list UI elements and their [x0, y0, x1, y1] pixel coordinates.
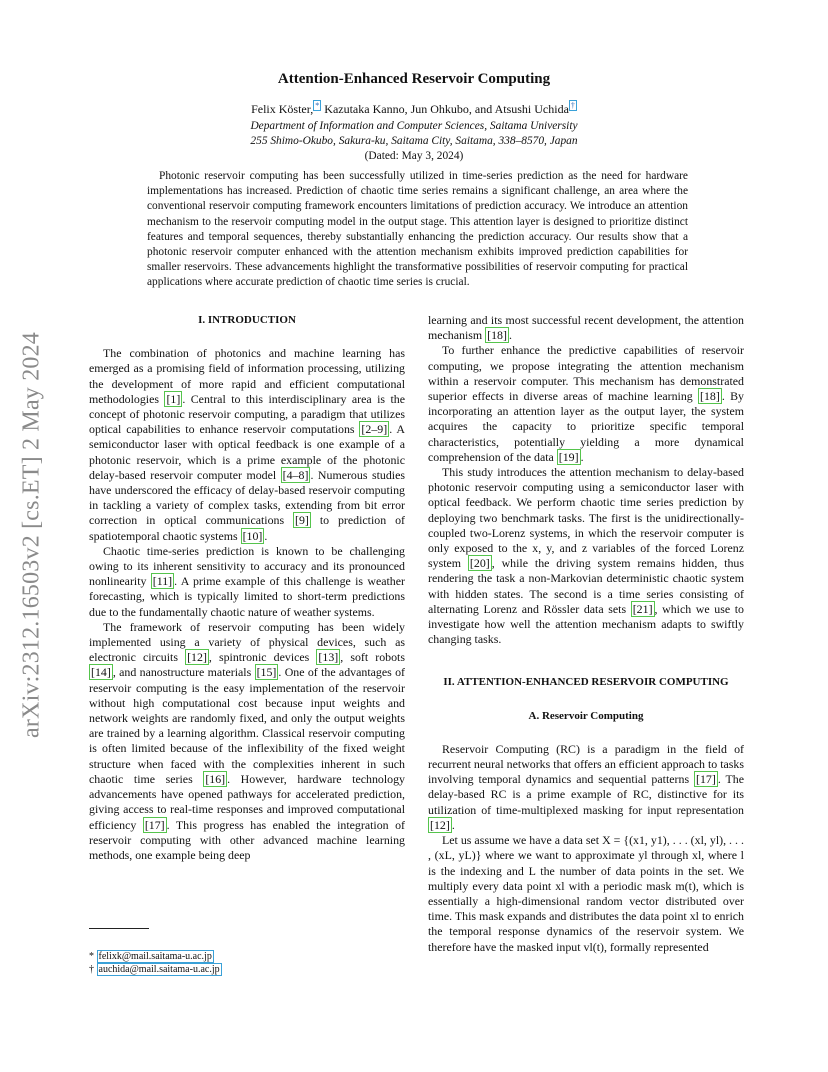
paragraph: learning and its most successful recent development, the attention mechanism [18] .: [428, 313, 744, 343]
citation-link[interactable]: [18]: [700, 389, 720, 404]
footnote-link[interactable]: †: [570, 101, 575, 110]
citation-link[interactable]: [18]: [487, 328, 507, 343]
right-column: [428, 313, 744, 955]
author-name: Felix Köster,: [251, 102, 314, 116]
citation-link[interactable]: [13]: [318, 650, 339, 665]
citation-link[interactable]: [2–9]: [361, 422, 388, 437]
citation-link[interactable]: [11]: [152, 574, 173, 589]
citation-link[interactable]: [21]: [632, 601, 653, 616]
paragraph: Reservoir Computing (RC) is a paradigm in the field of recurrent neural networks that offers an efficient approach to tasks involving temporal dynamics and sequential patterns [17] . The delay-based RC is a prime example of RC, distinctive for its utilization of time-multiplexed masking for input representation [12] .: [428, 741, 744, 832]
citation-link[interactable]: [17]: [144, 817, 165, 832]
left-column: [89, 313, 405, 863]
citation-link[interactable]: [12]: [430, 817, 450, 832]
arxiv-side-label: [8, 300, 56, 770]
citation-link[interactable]: [17]: [696, 772, 716, 787]
section-heading: II. ATTENTION-ENHANCED RESERVOIR COMPUTING: [443, 676, 729, 689]
author-names: Kazutaka Kanno, Jun Ohkubo, and Atsushi Uchida: [321, 102, 569, 116]
section-heading: I. INTRODUCTION: [198, 314, 296, 326]
paragraph: The framework of reservoir computing has been widely implemented using a variety of physical devices, such as electronic circuits [12] , spintronic devices [13] , soft robots [14] , and nanostructure materials [15] . One of the advantages of reservoir computing is the easy implementation of the reservoir without high computational cost because input weights and network weights are randomly fixed, and only the output weights are trained by a learning algorithm. Classical reservoir computing is often limited because of the inflexibility of the fixed weight structure when faced with the complexities inherent in such chaotic time series [16] . However, hardware technology advancements have opened pathways for accelerated prediction, giving access to real-time responses and improved computational efficiency [17] . This progress has enabled the integration of reservoir computing with other advanced machine learning methods, one example being deep: [89, 619, 405, 862]
arxiv-identifier: arXiv:2312.16503v2 [cs.ET] 2 May 2024: [18, 331, 45, 739]
citation-link[interactable]: [9]: [295, 513, 309, 528]
paragraph: The combination of photonics and machine learning has emerged as a promising field of information processing, utilizing the development of more rapid and efficient computational methodologies [1] . Central to this interdisciplinary area is the concept of photonic reservoir computing, a paradigm that utilizes optical capabilities to enhance reservoir computations [2–9] . A semiconductor laser with optical feedback is one example of a photonic reservoir, which is a prime example of the photonic delay-based reservoir computer model [4–8] . Numerous studies have underscored the efficacy of delay-based reservoir computing in tackling a variety of complex tasks, extending from bit error correction in optical communications [9] to prediction of spatiotemporal chaotic systems [10] .: [89, 346, 405, 543]
date-line: (Dated: May 3, 2024): [364, 150, 464, 162]
citation-link[interactable]: [4–8]: [282, 467, 309, 482]
paragraph: Let us assume we have a data set X = {(x1, y1), . . . (xl, yl), . . . , (xL, yL)} where we want to approximate yl through xl, where l is the indexing and L the number of data points in the set. We multiply every data point xl with a periodic mask m(t), which is essentially a high-dimensional random vector distributed over time. This mask expands and distributes the data point xl to enrich the temporal response dynamics of the reservoir system. We therefore have the masked input vl(t), formally represented: [428, 833, 744, 954]
address-line: 255 Shimo-Okubo, Sakura-ku, Saitama City, Saitama, 338–8570, Japan: [250, 135, 578, 147]
citation-link[interactable]: [16]: [205, 771, 226, 786]
email-link[interactable]: auchida@mail.saitama-u.ac.jp: [98, 964, 220, 975]
affiliation-line: Department of Information and Computer Sciences, Saitama University: [250, 120, 578, 132]
footnote: † auchida@mail.saitama-u.ac.jp: [89, 964, 220, 975]
paragraph: Chaotic time-series prediction is known to be challenging owing to its inherent sensitivity to accuracy and its pronounced nonlinearity [11] . A prime example of this challenge is weather forecasting, which is typically limited to short-term predictions due to the fundamentally chaotic nature of weather systems.: [89, 543, 405, 619]
footnote-link[interactable]: *: [315, 101, 320, 110]
author-line: [0, 102, 828, 117]
citation-link[interactable]: [14]: [91, 665, 111, 680]
subsection-heading: A. Reservoir Computing: [528, 709, 644, 722]
email-link[interactable]: felixk@mail.saitama-u.ac.jp: [98, 951, 212, 962]
citation-link[interactable]: [10]: [242, 528, 263, 543]
paragraph: To further enhance the predictive capabilities of reservoir computing, we propose integrating the attention mechanism within a reservoir computer. This mechanism has demonstrated superior effects in diverse areas of machine learning [18] . By incorporating an attention layer as the output layer, the system acquires the capacity to prioritize specific temporal characteristics, potentially yielding a more dynamical comprehension of the data [19] .: [428, 343, 744, 464]
citation-link[interactable]: [15]: [256, 665, 277, 680]
paragraph: This study introduces the attention mechanism to delay-based photonic reservoir computing using a semiconductor laser with optical feedback. We perform chaotic time series prediction by deploying two benchmark tasks. The first is the unidirectionally-coupled two-Lorenz systems, in which the reservoir computer is only exposed to the x, y, and z variables of the forced Lorenz system [20] , while the driving system remains hidden, thus rendering the task a non-Markovian deterministic chaotic system with hidden states. The second is a time series consisting of alternating Lorenz and Rössler data sets [21] , which we use to investigate how well the attention mechanism adapts to swiftly changing tasks.: [428, 465, 745, 647]
footnote: * felixk@mail.saitama-u.ac.jp: [89, 951, 212, 962]
citation-link[interactable]: [19]: [558, 449, 579, 464]
footnote-rule: [89, 928, 149, 929]
citation-link[interactable]: [12]: [187, 650, 207, 665]
citation-link[interactable]: [1]: [166, 391, 181, 406]
citation-link[interactable]: [20]: [469, 556, 490, 571]
paper-title: Attention-Enhanced Reservoir Computing: [277, 71, 551, 87]
abstract: Photonic reservoir computing has been successfully utilized in time-series prediction as the need for hardware implementations has increased. Prediction of chaotic time series remains a significant challenge, an area where the conventional reservoir computing framework encounters limitations of prediction accuracy. We introduce an attention mechanism to the reservoir computing model in the output stage. This attention layer is designed to prioritize distinct features and temporal sequences, thereby substantially enhancing the prediction accuracy. Our results show that a photonic reservoir computer enhanced with the attention mechanism exhibits improved prediction capabilities for smaller reservoirs. These advancements highlight the transformative possibilities of reservoir computing for practical applications where accurate prediction of chaotic time series is crucial.: [147, 170, 688, 289]
